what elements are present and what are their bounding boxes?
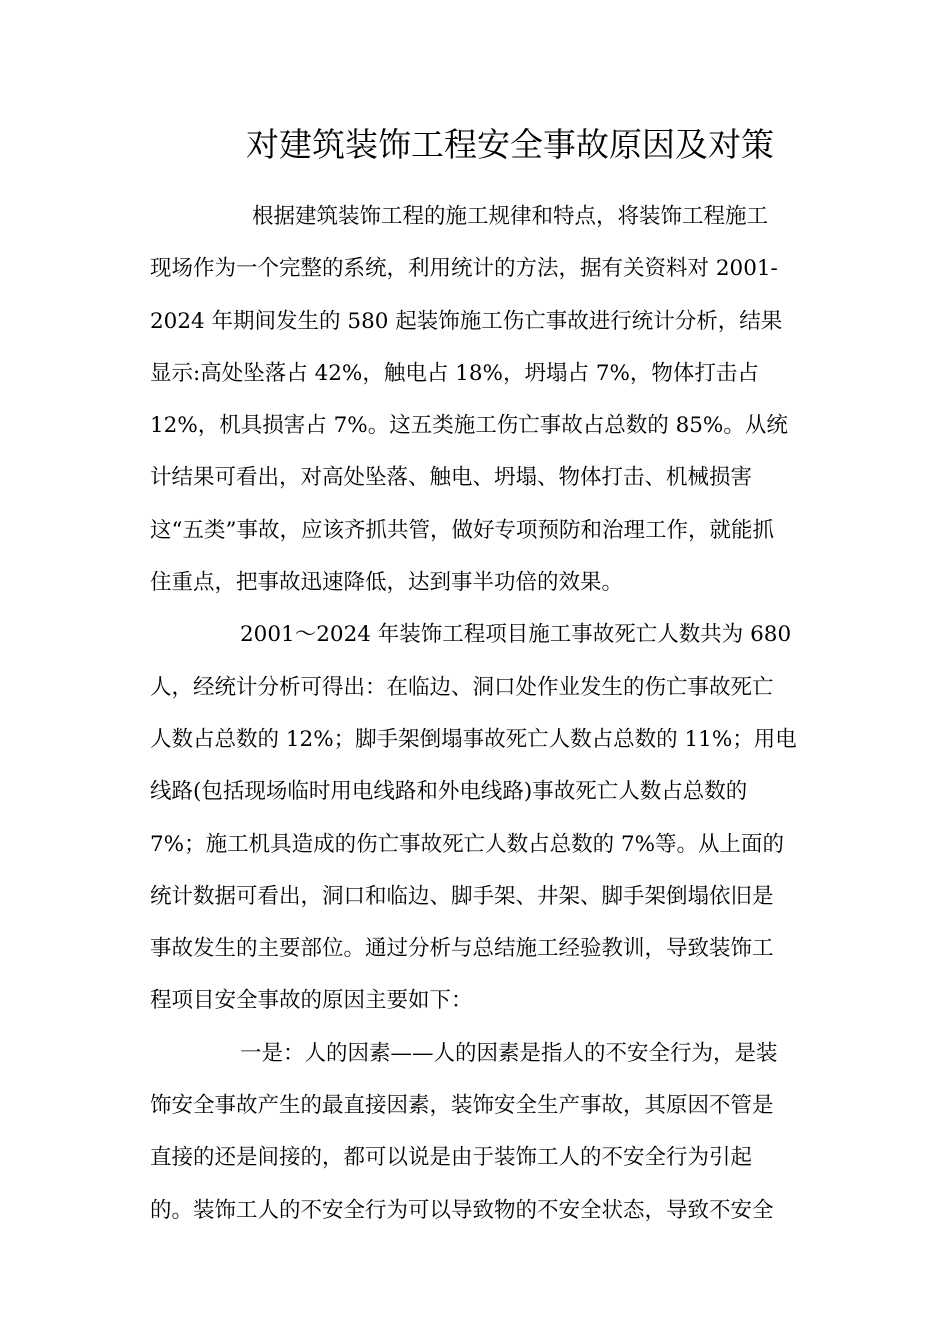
document-body bbox=[150, 191, 800, 1237]
paragraph-2-line-8: 程项目安全事故的原因主要如下： bbox=[150, 988, 473, 1014]
paragraph-2-line-2: 人，经统计分析可得出：在临边、洞口处作业发生的伤亡事故死亡 bbox=[150, 674, 774, 700]
paragraph-1-line-5: 12%，机具损害占 7%。这五类施工伤亡事故占总数的 85%。从统 bbox=[150, 413, 788, 439]
paragraph-1-line-7: 这“五类”事故，应该齐抓共管，做好专项预防和治理工作，就能抓 bbox=[150, 517, 774, 543]
paragraph-1-line-4: 显示:高处坠落占 42%，触电占 18%，坍塌占 7%，物体打击占 bbox=[150, 360, 759, 386]
paragraph-2-line-6: 统计数据可看出，洞口和临边、脚手架、井架、脚手架倒塌依旧是 bbox=[150, 883, 774, 909]
paragraph-2-line-7: 事故发生的主要部位。通过分析与总结施工经验教训，导致装饰工 bbox=[150, 936, 774, 962]
paragraph-1-line-6: 计结果可看出，对高处坠落、触电、坍塌、物体打击、机械损害 bbox=[150, 465, 753, 491]
paragraph-2-line-3: 人数占总数的 12%；脚手架倒塌事故死亡人数占总数的 11%；用电 bbox=[150, 726, 797, 752]
paragraph-3-line-1: 一是：人的因素——人的因素是指人的不安全行为，是装 bbox=[240, 1040, 778, 1066]
paragraph-2-line-5: 7%；施工机具造成的伤亡事故死亡人数占总数的 7%等。从上面的 bbox=[150, 831, 785, 857]
document-title: 对建筑装饰工程安全事故原因及对策 bbox=[246, 125, 774, 164]
paragraph-3-line-3: 直接的还是间接的，都可以说是由于装饰工人的不安全行为引起 bbox=[150, 1145, 753, 1171]
paragraph-3-line-2: 饰安全事故产生的最直接因素，装饰安全生产事故，其原因不管是 bbox=[150, 1093, 774, 1119]
paragraph-1-line-1: 根据建筑装饰工程的施工规律和特点，将装饰工程施工 bbox=[252, 204, 769, 229]
paragraph-1-line-8: 住重点，把事故迅速降低，达到事半功倍的效果。 bbox=[150, 570, 624, 596]
paragraph-1-line-2: 现场作为一个完整的系统，利用统计的方法，据有关资料对 2001- bbox=[150, 256, 778, 282]
paragraph-3-line-4: 的。装饰工人的不安全行为可以导致物的不安全状态，导致不安全 bbox=[150, 1197, 774, 1223]
paragraph-1-line-3: 2024 年期间发生的 580 起装饰施工伤亡事故进行统计分析，结果 bbox=[150, 308, 783, 334]
paragraph-2-line-1: 2001～2024 年装饰工程项目施工事故死亡人数共为 680 bbox=[240, 622, 792, 648]
paragraph-2-line-4: 线路(包括现场临时用电线路和外电线路)事故死亡人数占总数的 bbox=[150, 779, 748, 805]
